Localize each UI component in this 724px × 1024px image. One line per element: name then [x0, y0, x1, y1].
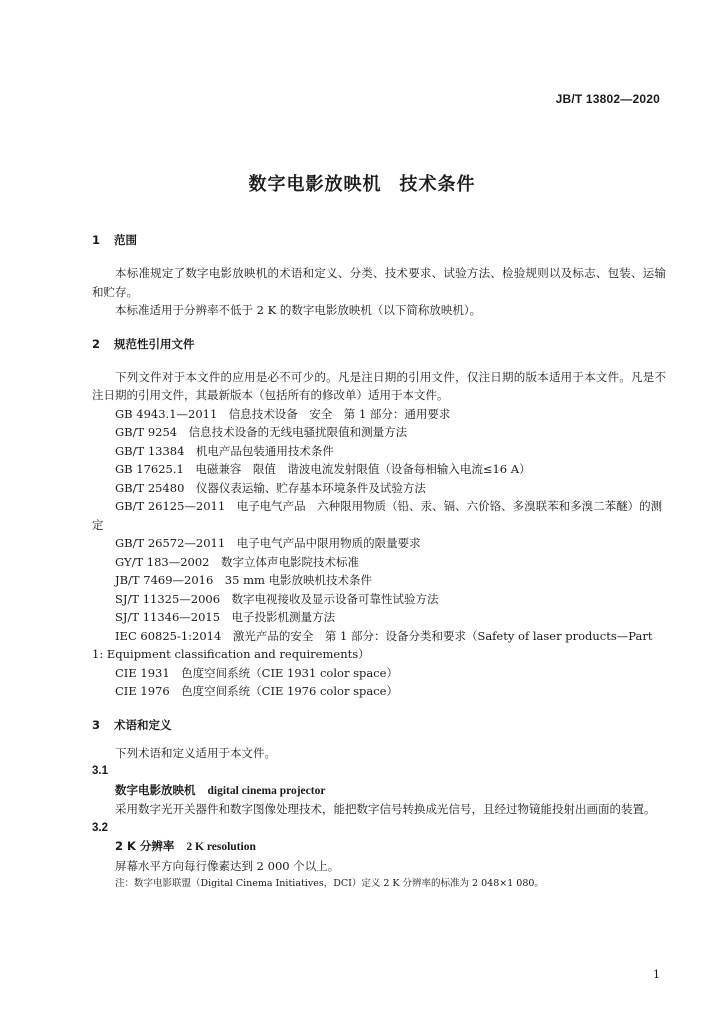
- reference-item: GY/T 183—2002 数字立体声电影院技术标准: [115, 554, 359, 569]
- reference-item: GB/T 25480 仪器仪表运输、贮存基本环境条件及试验方法: [115, 480, 426, 495]
- term-definition: 采用数字光开关器件和数字图像处理技术，能把数字信号转换成光信号，且经过物镜能投射出画面的装置。: [115, 802, 656, 816]
- reference-item: CIE 1976 色度空间系统（CIE 1976 color space）: [115, 684, 398, 698]
- term-number: 3.1: [92, 765, 108, 777]
- term-name: [92, 781, 666, 801]
- section-title: 范围: [114, 233, 137, 247]
- section-3-intro: 下列术语和定义适用于本文件。: [115, 745, 276, 760]
- term-note: 注：数字电影联盟（Digital Cinema Initiatives，DCI）定义 2 K 分辨率的标准为 2 048×1 080。: [115, 878, 544, 889]
- reference-item: IEC 60825-1:2014 激光产品的安全 第 1 部分：设备分类和要求（Safety of laser products—Part 1: Equipment classification and requirements）: [92, 628, 653, 661]
- reference-item: GB/T 26125—2011 电子电气产品 六种限用物质（铅、汞、镉、六价铬、多溴联苯和多溴二苯醚）的测定: [92, 499, 663, 532]
- reference-item: GB 4943.1—2011 信息技术设备 安全 第 1 部分：通用要求: [115, 406, 451, 421]
- page-number: 1: [653, 968, 660, 981]
- section-2-heading: [92, 334, 666, 354]
- term-name-cn: 数字电影放映机: [115, 782, 196, 797]
- term-name-en: 2 K resolution: [186, 841, 256, 853]
- document-title: [0, 170, 724, 196]
- term-definition: 屏幕水平方向每行像素达到 2 000 个以上。: [115, 858, 340, 873]
- section-number: 1: [92, 233, 101, 247]
- term-name-en: digital cinema projector: [207, 784, 326, 797]
- reference-item: CIE 1931 色度空间系统（CIE 1931 color space）: [115, 665, 398, 680]
- reference-item: GB/T 26572—2011 电子电气产品中限用物质的限量要求: [115, 536, 421, 550]
- reference-item: GB/T 9254 信息技术设备的无线电骚扰限值和测量方法: [115, 425, 408, 439]
- term-number: 3.2: [92, 821, 108, 834]
- section-1-heading: [92, 230, 666, 250]
- section-number: 3: [92, 717, 101, 732]
- term-name-cn: 2 K 分辨率: [115, 839, 175, 853]
- reference-item: JB/T 7469—2016 35 mm 电影放映机技术条件: [115, 573, 373, 587]
- reference-item: SJ/T 11346—2015 电子投影机测量方法: [115, 610, 336, 624]
- title-part-2: 技术条件: [399, 174, 476, 195]
- section-1-paragraph-2: 本标准适用于分辨率不低于 2 K 的数字电影放映机（以下简称放映机）。: [115, 303, 482, 317]
- section-number: 2: [92, 336, 101, 351]
- section-1-paragraph-1: 本标准规定了数字电影放映机的术语和定义、分类、技术要求、试验方法、检验规则以及标志、包装、运输和贮存。: [92, 266, 666, 299]
- section-title: 术语和定义: [114, 717, 172, 732]
- standard-code: JB/T 13802—2020: [555, 92, 660, 106]
- reference-item: GB 17625.1 电磁兼容 限值 谐波电流发射限值（设备每相输入电流≤16 A）: [115, 462, 531, 476]
- reference-item: GB/T 13384 机电产品包装通用技术条件: [115, 443, 334, 458]
- section-3-heading: [92, 715, 666, 735]
- document-body: [92, 230, 666, 894]
- section-2-intro: 下列文件对于本文件的应用是必不可少的。凡是注日期的引用文件，仅注日期的版本适用于本文件。凡是不注日期的引用文件，其最新版本（包括所有的修改单）适用于本文件。: [92, 369, 666, 402]
- term-name: [92, 837, 666, 857]
- section-title: 规范性引用文件: [114, 336, 195, 351]
- reference-item: SJ/T 11325—2006 数字电视接收及显示设备可靠性试验方法: [115, 591, 439, 606]
- title-part-1: 数字电影放映机: [248, 174, 382, 195]
